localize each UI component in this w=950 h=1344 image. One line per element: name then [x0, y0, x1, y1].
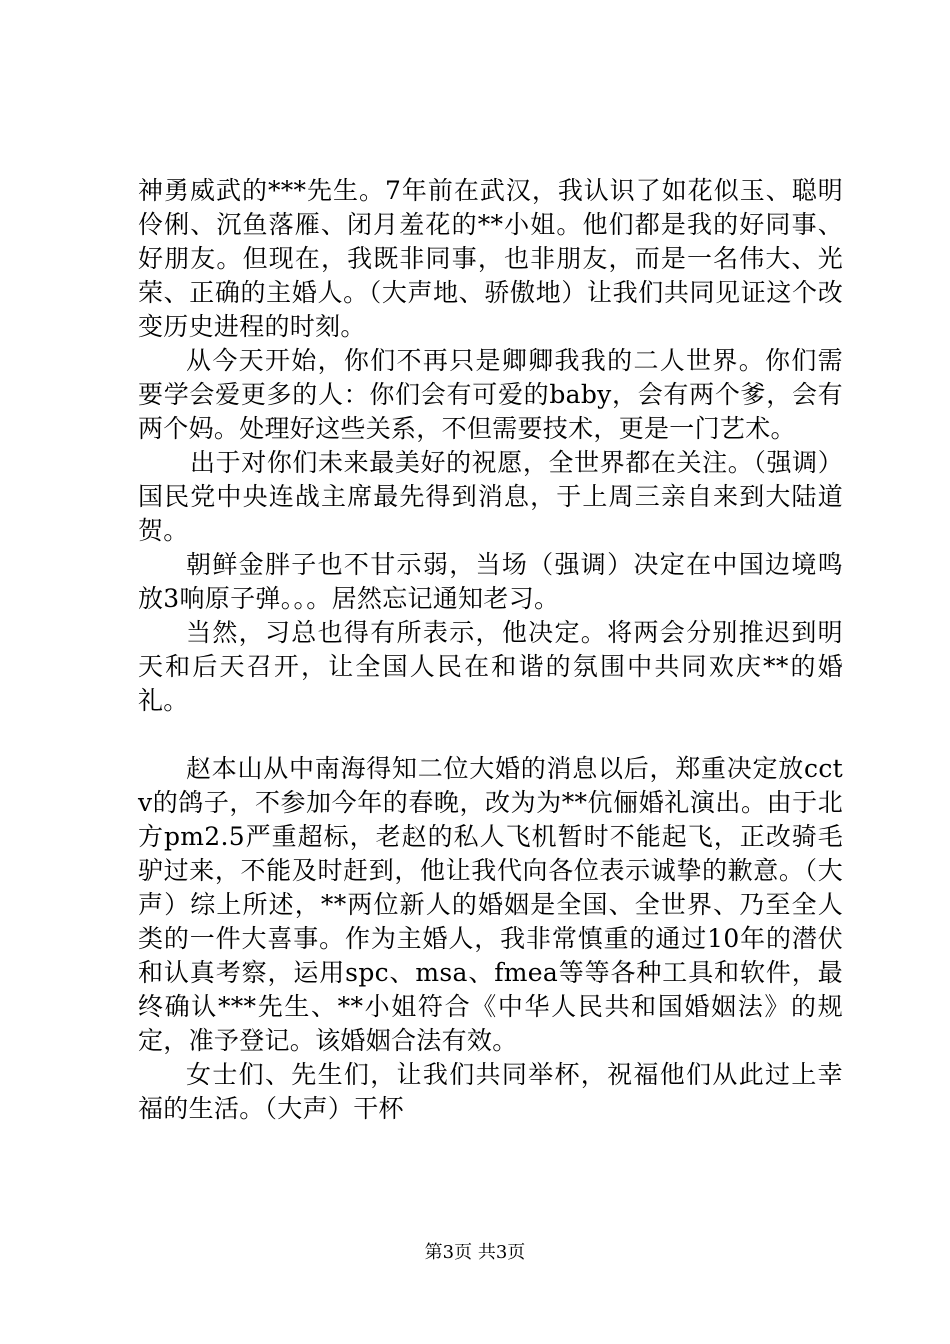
paragraph-6: 赵本山从中南海得知二位大婚的消息以后，郑重决定放cctv的鸽子，不参加今年的春晚，改为为**伉俪婚礼演出。由于北方pm2.5严重超标，老赵的私人飞机暂时不能起飞，正改骑毛驴过来，不能及时赶到，他让我代向各位表示诚挚的歉意。（大声）综上所述，**两位新人的婚姻是全国、全世界、乃至全人类的一件大喜事。作为主婚人，我非常慎重的通过10年的潜伏和认真考察，运用spc、msa、fmea等等各种工具和软件，最终确认***先生、**小姐符合《中华人民共和国婚姻法》的规定，准予登记。该婚姻合法有效。	[138, 754, 843, 1055]
paragraph-7: 女士们、先生们，让我们共同举杯，祝福他们从此过上幸福的生活。（大声）干杯	[138, 1060, 843, 1123]
paragraph-1: 神勇威武的***先生。7年前在武汉，我认识了如花似玉、聪明伶俐、沉鱼落雁、闭月羞花的**小姐。他们都是我的好同事、好朋友。但现在，我既非同事，也非朋友，而是一名伟大、光荣、正确的主婚人。（大声地、骄傲地）让我们共同见证这个改变历史进程的时刻。	[138, 176, 843, 341]
page-number-label: 第3页 共3页	[424, 1242, 526, 1263]
page-footer	[0, 1241, 950, 1265]
paragraph-4: 朝鲜金胖子也不甘示弱，当场（强调）决定在中国边境鸣放3响原子弹。。。居然忘记通知老习。	[138, 550, 843, 613]
paragraph-2: 从今天开始，你们不再只是卿卿我我的二人世界。你们需要学会爱更多的人：你们会有可爱的baby，会有两个爹，会有两个妈。处理好这些关系，不但需要技术，更是一门艺术。	[138, 346, 843, 443]
document-body	[138, 174, 843, 1126]
paragraph-5: 当然，习总也得有所表示，他决定。将两会分别推迟到明天和后天召开，让全国人民在和谐的氛围中共同欢庆**的婚礼。	[138, 618, 843, 715]
paragraph-3: 出于对你们未来最美好的祝愿，全世界都在关注。（强调）国民党中央连战主席最先得到消息，于上周三亲自来到大陆道贺。	[138, 448, 843, 545]
